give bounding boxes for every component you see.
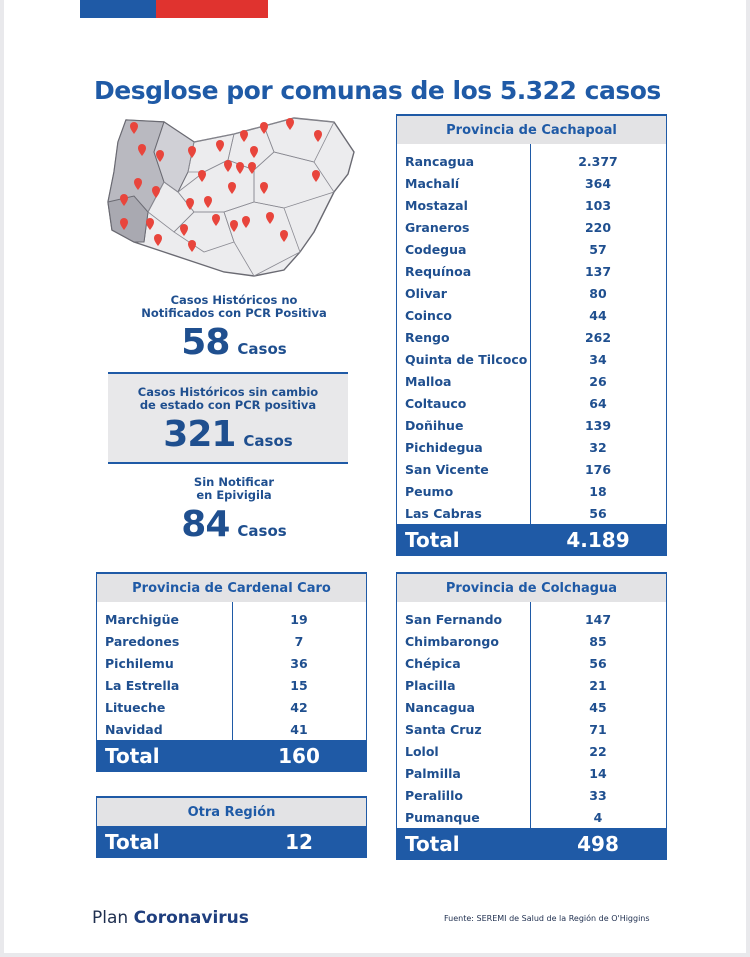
stat-unit: Casos [243,432,293,450]
stat-historicos-sin-cambio [108,372,348,464]
case-count: 4 [593,809,603,825]
commune-name: Coinco [405,307,452,323]
total-label: Total [105,830,160,854]
case-count: 33 [589,787,607,803]
case-count: 56 [589,505,607,521]
commune-name: Pichilemu [105,655,174,671]
table-colchagua [396,572,667,860]
case-count: 15 [290,677,308,693]
table-total-row [397,524,666,556]
table-body [397,602,666,828]
table-row [397,238,666,260]
table-row [397,216,666,238]
table-header: Provincia de Cardenal Caro [97,572,366,602]
case-count: 103 [584,197,612,213]
table-header: Provincia de Colchagua [397,572,666,602]
stat-label: Sin Notificar en Epivigila [193,475,275,502]
table-body [97,602,366,740]
case-count: 18 [589,483,607,499]
case-count: 7 [294,633,304,649]
table-row [397,784,666,806]
commune-name: Chépica [405,655,461,671]
commune-name: Placilla [405,677,456,693]
total-value: 12 [285,830,313,854]
stat-label: Casos Históricos no Notificados con PCR Positiva [141,293,327,320]
commune-name: Nancagua [405,699,475,715]
table-row [97,652,366,674]
commune-name: Paredones [105,633,180,649]
total-value: 160 [278,744,320,768]
table-row [397,260,666,282]
case-count: 176 [584,461,612,477]
commune-name: Olivar [405,285,447,301]
total-value: 498 [577,832,619,856]
table-row [397,806,666,828]
case-count: 57 [589,241,607,257]
case-count: 44 [589,307,607,323]
table-row [97,674,366,696]
case-count: 36 [290,655,308,671]
case-count: 56 [589,655,607,671]
commune-name: Santa Cruz [405,721,482,737]
commune-name: Quinta de Tilcoco [405,351,528,367]
case-count: 14 [589,765,607,781]
commune-name: Palmilla [405,765,461,781]
table-row [397,392,666,414]
flag-red-stripe [156,0,268,18]
table-row [397,502,666,524]
brand-bold: Coronavirus [133,908,249,928]
commune-name: Rancagua [405,153,475,169]
commune-name: Peumo [405,483,454,499]
table-cardenal-caro [96,572,367,772]
case-count: 85 [589,633,607,649]
table-row [397,282,666,304]
table-row [397,370,666,392]
stat-unit: Casos [237,522,287,540]
table-row [397,674,666,696]
case-count: 147 [584,611,612,627]
commune-name: San Vicente [405,461,489,477]
case-count: 26 [589,373,607,389]
table-row [397,630,666,652]
table-row [397,436,666,458]
table-row [97,718,366,740]
commune-name: Lolol [405,743,439,759]
table-row [97,630,366,652]
table-row [397,304,666,326]
case-count: 220 [584,219,612,235]
case-count: 45 [589,699,607,715]
table-row [397,696,666,718]
commune-name: Doñihue [405,417,464,433]
table-row [397,414,666,436]
source-note: Fuente: SEREMI de Salud de la Región de O'Higgins [444,914,650,923]
commune-name: La Estrella [105,677,180,693]
infographic-page [4,0,746,953]
commune-name: Graneros [405,219,470,235]
table-row [397,172,666,194]
stat-unit: Casos [237,340,287,358]
case-count: 64 [589,395,607,411]
commune-name: Machalí [405,175,460,191]
case-count: 262 [584,329,612,345]
table-row [397,608,666,630]
table-total-row [97,826,366,858]
total-label: Total [405,832,460,856]
table-header: Otra Región [97,796,366,826]
case-count: 139 [584,417,612,433]
case-count: 137 [584,263,612,279]
commune-name: Coltauco [405,395,467,411]
total-label: Total [405,528,460,552]
commune-name: Chimbarongo [405,633,499,649]
table-row [397,326,666,348]
table-header: Provincia de Cachapoal [397,114,666,144]
stat-sin-notificar [104,476,364,545]
table-row [397,194,666,216]
commune-name: Marchigüe [105,611,179,627]
table-cachapoal [396,114,667,556]
case-count: 19 [290,611,308,627]
commune-name: Pichidegua [405,439,483,455]
case-count: 364 [584,175,612,191]
table-total-row [97,740,366,772]
commune-name: San Fernando [405,611,503,627]
table-row [397,458,666,480]
commune-name: Navidad [105,721,163,737]
commune-name: Mostazal [405,197,468,213]
table-otra-region [96,796,367,858]
stat-value: 321 [163,414,236,455]
table-row [397,348,666,370]
case-count: 41 [290,721,308,737]
stat-label: Casos Históricos sin cambio de estado con PCR positiva [137,385,319,412]
flag-blue-stripe [80,0,156,18]
commune-name: Requínoa [405,263,472,279]
table-row [397,652,666,674]
table-row [397,762,666,784]
commune-name: Peralillo [405,787,463,803]
case-count: 2.377 [578,153,618,169]
table-row [97,696,366,718]
brand-light: Plan [92,908,129,928]
page-title: Desglose por comunas de los 5.322 casos [94,76,661,105]
commune-name: Litueche [105,699,166,715]
table-total-row [397,828,666,860]
table-row [397,740,666,762]
case-count: 80 [589,285,607,301]
commune-name: Las Cabras [405,505,482,521]
case-count: 21 [589,677,607,693]
total-label: Total [105,744,160,768]
commune-name: Codegua [405,241,467,257]
table-row [97,608,366,630]
case-count: 22 [589,743,607,759]
table-body [397,144,666,524]
case-count: 34 [589,351,607,367]
stat-value: 84 [181,504,230,545]
table-row [397,718,666,740]
table-row [397,480,666,502]
commune-name: Rengo [405,329,450,345]
stat-value: 58 [181,322,230,363]
commune-name: Pumanque [405,809,480,825]
case-count: 32 [589,439,607,455]
total-value: 4.189 [566,528,630,552]
case-count: 71 [589,721,607,737]
region-map-icon [104,112,362,280]
commune-name: Malloa [405,373,452,389]
plan-coronavirus-logo [92,908,249,928]
stat-historicos-no-notificados [104,294,364,363]
table-row [397,150,666,172]
case-count: 42 [290,699,308,715]
